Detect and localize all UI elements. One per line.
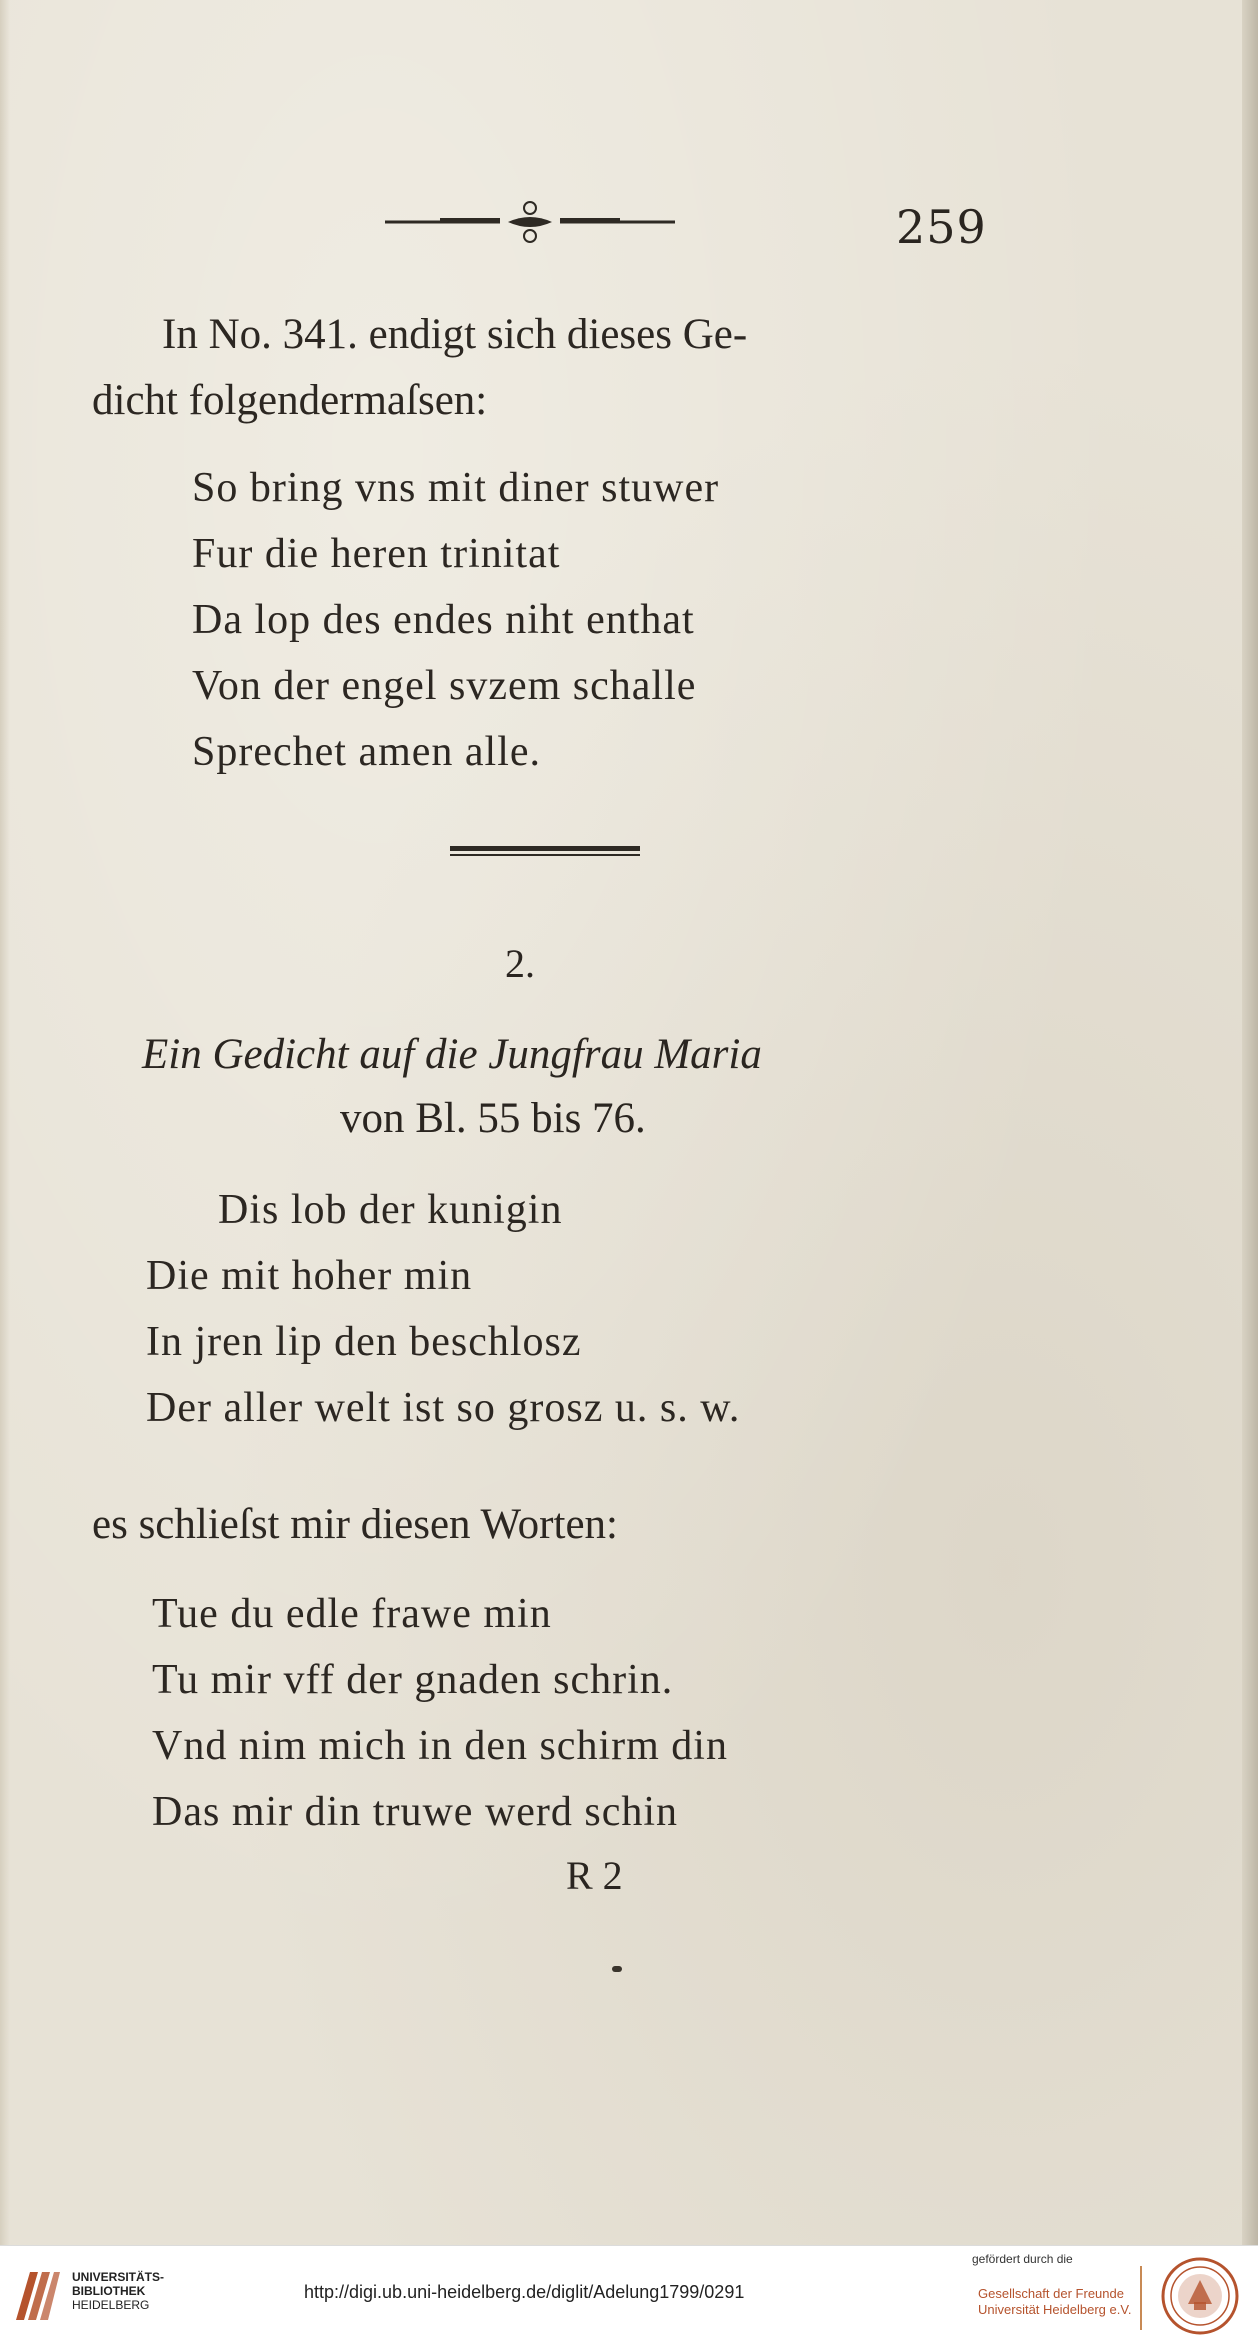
university-library-logo-icon[interactable] [12, 2264, 62, 2324]
verse-line: Fur die heren trinitat [192, 531, 561, 577]
intro-line: In No. 341. endigt sich dieses Ge- [162, 311, 748, 358]
section-subtitle: von Bl. 55 bis 76. [340, 1095, 646, 1142]
sponsor-name[interactable] [978, 2286, 1131, 2318]
verse-line: Dis lob der kunigin [218, 1187, 563, 1233]
sponsor-name-line: Universität Heidelberg e.V. [978, 2302, 1132, 2317]
ink-mark [612, 1966, 622, 1972]
page-right-edge [1242, 0, 1258, 2245]
library-name-line: BIBLIOTHEK [72, 2284, 146, 2298]
connector-line: es schlieſst mir diesen Worten: [92, 1501, 618, 1548]
verse-line: Tu mir vff der gnaden schrin. [152, 1657, 674, 1703]
sponsor-divider [1140, 2266, 1142, 2330]
verse-line: Vnd nim mich in den schirm din [152, 1723, 728, 1769]
section-title: Ein Gedicht auf die Jungfrau Maria [142, 1031, 762, 1078]
verse-line: Das mir din truwe werd schin [152, 1789, 679, 1835]
signature-mark: R 2 [566, 1853, 623, 1898]
permalink-url[interactable]: http://digi.ub.uni-heidelberg.de/diglit/Adelung1799/0291 [304, 2282, 745, 2302]
verse-line: In jren lip den beschlosz [146, 1319, 582, 1365]
verse-line: Sprechet amen alle. [192, 729, 542, 775]
library-name-line: HEIDELBERG [72, 2298, 150, 2312]
section-number: 2. [505, 941, 535, 986]
header-ornament-icon [380, 198, 680, 246]
library-name-line: UNIVERSITÄTS- [72, 2270, 165, 2284]
verse-line: Tue du edle frawe min [152, 1591, 552, 1637]
sponsor-label: gefördert durch die [972, 2252, 1073, 2266]
verse-line: Da lop des endes niht enthat [192, 597, 695, 643]
verse-line: Der aller welt ist so grosz u. s. w. [146, 1385, 741, 1431]
page-number: 259 [896, 200, 987, 254]
library-name[interactable] [72, 2270, 164, 2312]
section-divider [450, 846, 640, 856]
verse-line: Die mit hoher min [146, 1253, 473, 1299]
university-seal-icon[interactable] [1160, 2256, 1240, 2336]
intro-line: dicht folgendermaſsen: [92, 377, 488, 424]
page-left-edge [0, 0, 10, 2245]
footer-bar [0, 2245, 1258, 2339]
verse-line: Von der engel svzem schalle [192, 663, 697, 709]
sponsor-name-line: Gesellschaft der Freunde [978, 2286, 1124, 2301]
verse-line: So bring vns mit diner stuwer [192, 465, 720, 511]
